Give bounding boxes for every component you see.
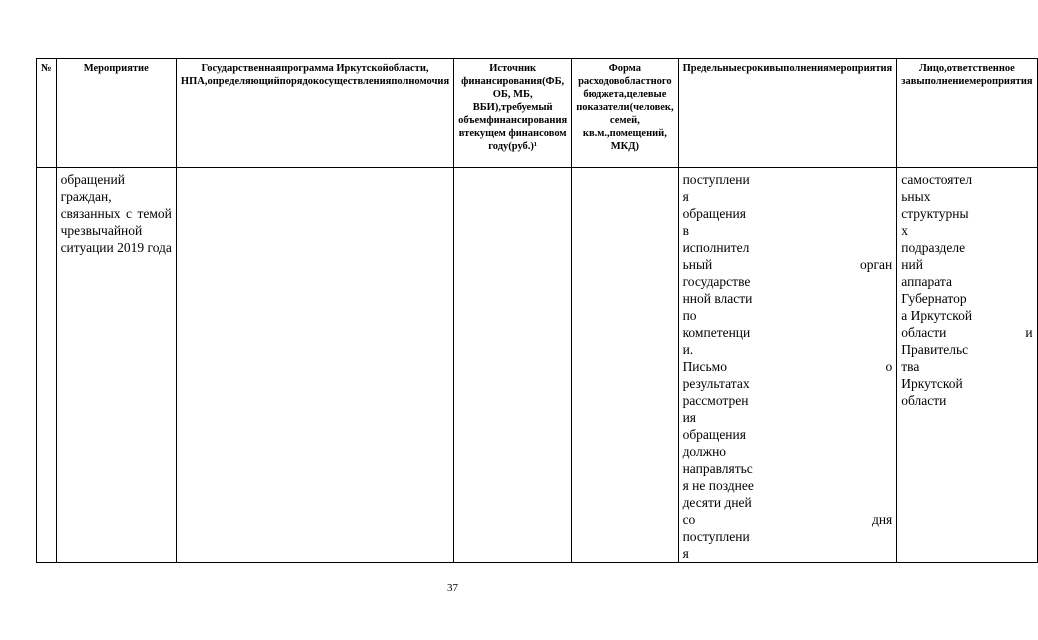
cell-line: области (901, 393, 947, 408)
cell-line: исполнител (682, 240, 750, 255)
header-line: требуемый объем (458, 102, 553, 126)
header-line: порядок (279, 76, 319, 87)
cell-line: ний (901, 257, 923, 272)
cell-line: по (682, 308, 697, 323)
header-line: мероприятия (828, 63, 893, 74)
cell-line: связанных с темой (60, 206, 172, 221)
header-line: (руб.)¹ (508, 141, 538, 152)
header-deadline (678, 59, 897, 168)
header-line: Предельные (682, 63, 742, 74)
header-financing (454, 59, 572, 168)
cell-line: обращения (682, 206, 746, 221)
header-line: выполнение (910, 76, 970, 87)
cell-line: результатах (682, 376, 750, 391)
cell-line: компетенци (682, 325, 751, 340)
header-number (37, 59, 57, 168)
cell-line: рассмотрен (682, 393, 749, 408)
table-row (37, 168, 1038, 563)
header-line: финансирования в (458, 115, 568, 139)
cell-line: должно (682, 444, 727, 459)
header-program (176, 59, 453, 168)
cell-line: Письмо о (682, 359, 893, 374)
header-line: Источник финансирования (461, 63, 543, 87)
cell-deadline (678, 168, 897, 563)
cell-line: Иркутской (901, 376, 963, 391)
measures-table (36, 58, 1038, 563)
cell-line: ситуации 2019 года (60, 240, 172, 255)
header-line: определяющий (207, 76, 280, 87)
header-line: мероприятия (969, 76, 1033, 87)
cell-line: ия (682, 410, 696, 425)
header-line: ответственно (946, 63, 1011, 74)
header-line: № (41, 63, 52, 74)
header-expense-form (572, 59, 678, 168)
header-line: Государственная (201, 63, 282, 74)
header-line: выполнения (769, 63, 829, 74)
cell-event (56, 168, 176, 563)
header-line: целевые показатели (576, 89, 667, 113)
header-responsible (897, 59, 1037, 168)
cell-line: Губернатор (901, 291, 967, 306)
cell-line: я (682, 189, 689, 204)
header-line: полномочия (391, 76, 450, 87)
cell-line: в (682, 223, 689, 238)
cell-line: обращения (682, 427, 746, 442)
cell-line: ьных (901, 189, 931, 204)
cell-number (37, 168, 57, 563)
cell-line: поступлени (682, 529, 750, 544)
cell-line: я не позднее (682, 478, 754, 493)
cell-program (176, 168, 453, 563)
cell-line: государстве (682, 274, 751, 289)
cell-line: х (901, 223, 908, 238)
header-line: (ФБ, ОБ, МБ, ВБИ), (472, 76, 565, 113)
cell-line: чрезвычайной (60, 223, 143, 238)
page-number: 37 (447, 582, 458, 594)
header-line: Форма расходов (578, 63, 642, 87)
header-event (56, 59, 176, 168)
cell-line: и. (682, 342, 694, 357)
cell-line: ьный орган (682, 257, 893, 272)
header-line: Лицо, (918, 63, 947, 74)
cell-line: я (682, 546, 689, 561)
header-line: помещений, МКД) (609, 128, 667, 152)
cell-line: направлятьс (682, 461, 753, 476)
cell-line: со дня (682, 512, 893, 527)
cell-responsible (897, 168, 1037, 563)
header-line: области, НПА, (180, 63, 429, 87)
cell-line: аппарата (901, 274, 952, 289)
header-line: программа Иркутской (281, 63, 389, 74)
table-header-row (37, 59, 1038, 168)
cell-expense-form (572, 168, 678, 563)
cell-line: подразделе (901, 240, 966, 255)
cell-line: граждан, (60, 189, 112, 204)
cell-line: поступлени (682, 172, 750, 187)
header-line: текущем финансовом году (464, 128, 567, 152)
header-line: сроки (741, 63, 770, 74)
cell-line: а Иркутской (901, 308, 973, 323)
cell-line: области и (901, 325, 1033, 340)
header-line: Мероприятие (83, 63, 149, 74)
cell-line: структурны (901, 206, 969, 221)
header-line: областного бюджета, (583, 76, 672, 100)
cell-financing (454, 168, 572, 563)
cell-line: самостоятел (901, 172, 973, 187)
cell-line: Правительс (901, 342, 969, 357)
cell-line: десяти дней (682, 495, 752, 510)
header-line: осуществления (318, 76, 392, 87)
cell-line: нной власти (682, 291, 753, 306)
header-line: (человек, семей, кв.м., (582, 102, 674, 139)
cell-line: обращений (60, 172, 125, 187)
header-line: е за (901, 63, 1015, 87)
cell-line: тва (901, 359, 920, 374)
